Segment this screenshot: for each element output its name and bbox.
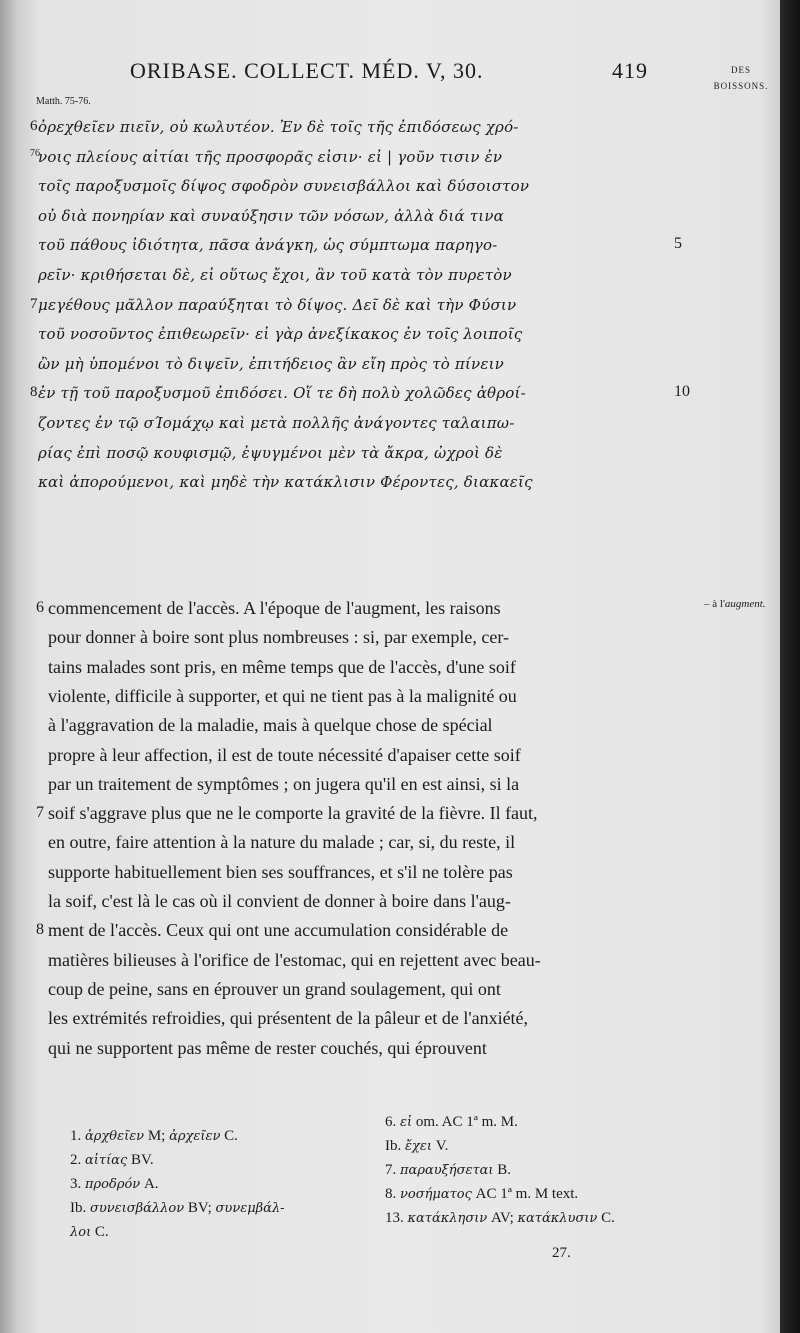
- greek-line: τοῦ πάθους ἰδιότητα, πᾶσα ἀνάγκη, ὡς σύμπτωμα παρηγο-: [38, 236, 498, 255]
- footnote-witness: C.: [220, 1128, 238, 1144]
- greek-line: ὢν μὴ ὑπομένοι τὸ διψεῖν, ἐπιτήδειος ἂν εἴη πρὸς τὸ πίνειν: [38, 354, 505, 373]
- greek-line: τοῖς παροξυσμοῖς δίψος σφοδρὸν συνεισβάλλοι καὶ δύσοιστον: [38, 177, 530, 196]
- footnote-number: 8.: [385, 1186, 397, 1202]
- book-spine: [780, 0, 800, 1333]
- french-line: à l'aggravation de la maladie, mais à quelque chose de spécial: [48, 715, 493, 736]
- line-number: 76: [30, 147, 40, 159]
- greek-line: μεγέθους μᾶλλον παραύξηται τὸ δίψος. Δεῖ δὲ καὶ τὴν Φύσιν: [38, 295, 517, 314]
- edition-reference: Matth. 75-76.: [36, 96, 91, 107]
- footnote-variant: κατάκλησιν: [407, 1211, 488, 1226]
- margin-heading-line: BOISSONS.: [713, 81, 769, 91]
- footnote-witness: BV;: [184, 1200, 216, 1216]
- footnote-variant: συνεισβάλλον: [90, 1201, 185, 1216]
- french-line: qui ne supportent pas même de rester couchés, qui éprouvent: [48, 1037, 487, 1058]
- footnote-witness: om. AC 1ª m. M.: [412, 1114, 518, 1130]
- line-number: 7: [36, 804, 44, 822]
- footnote-witness: BV.: [127, 1152, 154, 1168]
- footnote-number: 7.: [385, 1162, 397, 1178]
- footnote-variant: συνεμβάλ-: [215, 1201, 285, 1216]
- french-line: par un traitement de symptômes ; on jugera qu'il en est ainsi, si la: [48, 773, 520, 794]
- side-note-italic: augment.: [724, 598, 766, 610]
- footnote-variant: νοσήματος: [400, 1187, 472, 1202]
- greek-margin-number: 10: [674, 383, 690, 401]
- french-line: les extrémités refroidies, qui présentent de la pâleur et de l'anxiété,: [48, 1008, 529, 1029]
- french-line: coup de peine, sans en éprouver un grand soulagement, qui ont: [48, 978, 501, 999]
- footnote-witness: B.: [493, 1162, 512, 1178]
- greek-line: ἐν τῇ τοῦ παροξυσμοῦ ἐπιδόσει. Οἵ τε δὴ πολὺ χολῶδες ἀθροί-: [38, 384, 526, 403]
- footnote-witness: A.: [140, 1176, 159, 1192]
- running-header: [130, 58, 660, 88]
- footnote: [70, 1124, 238, 1148]
- french-line: soif s'aggrave plus que ne le comporte la gravité de la fièvre. Il faut,: [48, 803, 538, 824]
- greek-line: ὀρεχθεῖεν πιεῖν, οὐ κωλυτέον. Ἐν δὲ τοῖς τῆς ἐπιδόσεως χρό-: [38, 118, 519, 136]
- margin-heading: [706, 62, 776, 94]
- footnote: [70, 1196, 285, 1220]
- footnote-variant: εἰ: [400, 1115, 413, 1130]
- greek-line: καὶ ἀπορούμενοι, καὶ μηδὲ τὴν κατάκλισιν Φέροντες, διακαεῖς: [38, 473, 533, 492]
- signature-mark: 27.: [552, 1245, 571, 1261]
- footnote-number: 13.: [385, 1210, 404, 1226]
- footnote: [385, 1158, 511, 1182]
- footnote-number: 3.: [70, 1176, 82, 1192]
- line-number: 6: [36, 599, 44, 616]
- footnote-number: Ib.: [385, 1138, 402, 1154]
- french-line: tains malades sont pris, en même temps que de l'accès, d'une soif: [48, 656, 516, 677]
- side-note-prefix: – à l': [704, 598, 725, 610]
- greek-margin-number: 5: [674, 235, 682, 253]
- footnote-witness: AV;: [487, 1210, 518, 1226]
- footnote-variant: ἀρχθεῖεν: [85, 1129, 145, 1144]
- margin-heading-line: DES: [730, 65, 751, 75]
- footnote-witness: C.: [91, 1224, 109, 1240]
- greek-line: ρεῖν· κριθήσεται δὲ, εἰ οὕτως ἔχοι, ἂν τοῦ κατὰ τὸν πυρετὸν: [38, 266, 512, 284]
- footnote-variant: παραυξήσεται: [400, 1163, 494, 1178]
- footnote: [385, 1206, 615, 1230]
- french-line: ment de l'accès. Ceux qui ont une accumulation considérable de: [48, 920, 509, 941]
- french-line: supporte habituellement bien ses souffrances, et s'il ne tolère pas: [48, 861, 513, 882]
- footnote-witness: V.: [431, 1138, 449, 1154]
- french-line: pour donner à boire sont plus nombreuses : si, par exemple, cer-: [48, 627, 510, 648]
- footnote-variant: πρoδρόν: [85, 1177, 141, 1192]
- side-note: [704, 598, 766, 610]
- greek-line: οὐ διὰ πονηρίαν καὶ συναύξησιν τῶν νόσων, ἀλλὰ διά τινα: [38, 206, 505, 225]
- footnote-variant: αἰτίας: [85, 1153, 128, 1168]
- footnote-witness: AC 1ª m. M text.: [471, 1186, 579, 1202]
- greek-line: ζοντες ἐν τῷ σΊομάχῳ καὶ μετὰ πολλῆς ἀνάγοντες ταλαιπω-: [38, 414, 515, 432]
- running-title: ORIBASE. COLLECT. MÉD. V, 30.: [130, 58, 484, 83]
- footnote-number: 1.: [70, 1128, 82, 1144]
- footnote: [70, 1148, 154, 1172]
- french-line: matières bilieuses à l'orifice de l'estomac, qui en rejettent avec beau-: [48, 949, 541, 970]
- footnote: [70, 1220, 109, 1244]
- footnote-variant: ἀρχεῖεν: [169, 1129, 221, 1144]
- french-line: la soif, c'est là le cas où il convient de donner à boire dans l'aug-: [48, 891, 511, 911]
- footnote-witness: C.: [597, 1210, 615, 1226]
- footnote: [385, 1134, 448, 1158]
- greek-line: νοις πλείους αἰτίαι τῆς προσφορᾶς εἰσιν· εἰ | γοῦν τισιν ἐν: [38, 147, 503, 166]
- line-number: 8: [36, 921, 44, 939]
- line-number: 6: [30, 118, 38, 134]
- french-line: propre à leur affection, il est de toute nécessité d'apaiser cette soif: [48, 744, 521, 765]
- page-number: 419: [612, 58, 648, 83]
- footnote-number: 6.: [385, 1114, 397, 1130]
- french-line: en outre, faire attention à la nature du malade ; car, si, du reste, il: [48, 832, 516, 853]
- footnote-number: 2.: [70, 1152, 82, 1168]
- greek-line: ρίας ἐπὶ ποσῷ κουφισμῷ, ἐψυγμένοι μὲν τὰ ἄκρα, ὠχροὶ δὲ: [38, 443, 503, 462]
- line-number: 8: [30, 384, 38, 401]
- line-number: 7: [30, 295, 38, 312]
- footnote: [385, 1182, 578, 1206]
- french-line: commencement de l'accès. A l'époque de l'augment, les raisons: [48, 598, 501, 618]
- footnote: [385, 1110, 518, 1134]
- footnote-variant: λοι: [70, 1225, 92, 1240]
- footnote-variant: ἔχει: [405, 1139, 432, 1154]
- footnote-witness: M;: [144, 1128, 170, 1144]
- footnote: [70, 1172, 159, 1196]
- greek-line: τοῦ νοσοῦντος ἐπιθεωρεῖν· εἰ γὰρ ἀνεξίκακος ἐν τοῖς λοιποῖς: [38, 325, 523, 344]
- french-line: violente, difficile à supporter, et qui ne tient pas à la malignité ou: [48, 685, 517, 706]
- footnote-number: Ib.: [70, 1200, 87, 1216]
- footnote-variant: κατάκλυσιν: [517, 1211, 598, 1226]
